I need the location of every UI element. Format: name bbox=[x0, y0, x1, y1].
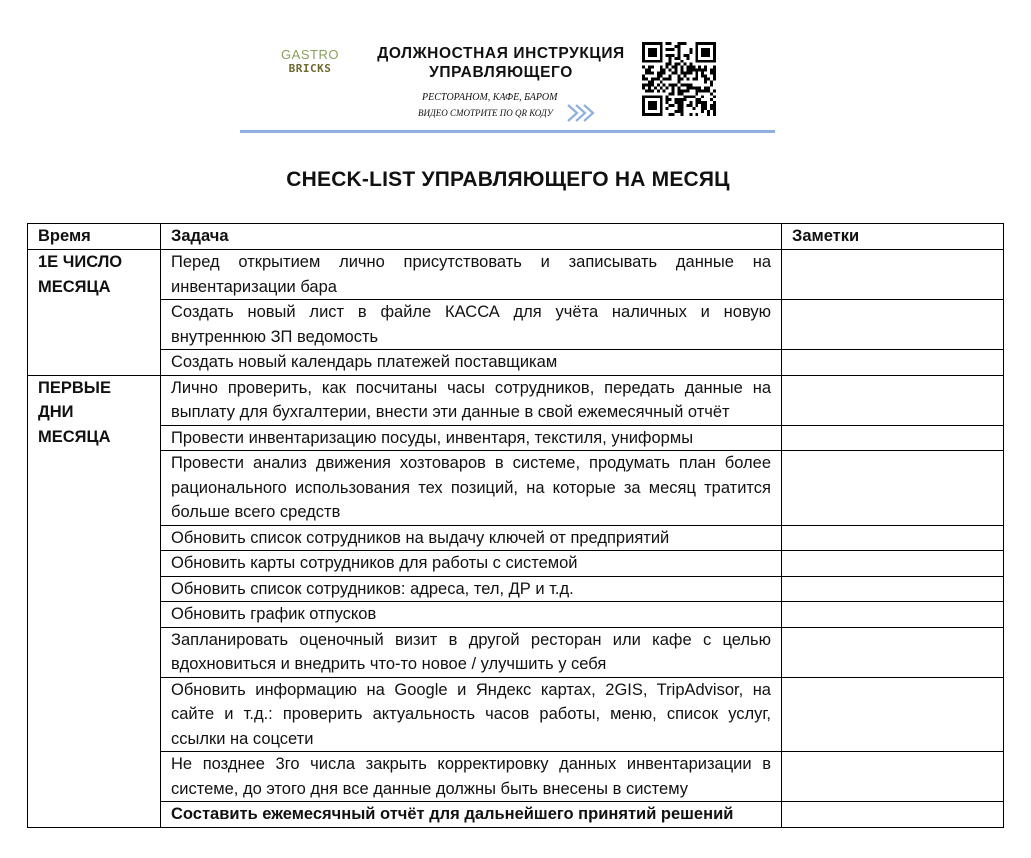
time-cell: 1Е ЧИСЛО МЕСЯЦА bbox=[28, 250, 161, 376]
header-subtitle: РЕСТОРАНОМ, КАФЕ, БАРОМ bbox=[422, 92, 558, 103]
task-cell: Обновить информацию на Google и Яндекс картах, 2GIS, TripAdvisor, на сайте и т.д.: проверить актуальность часов работы, меню, список услуг, ссылки на соцсети bbox=[161, 677, 782, 752]
notes-cell[interactable] bbox=[782, 300, 1004, 350]
checklist-table bbox=[27, 223, 1004, 828]
task-cell: Создать новый календарь платежей поставщикам bbox=[161, 350, 782, 376]
notes-cell[interactable] bbox=[782, 752, 1004, 802]
notes-cell[interactable] bbox=[782, 627, 1004, 677]
task-cell: Провести инвентаризацию посуды, инвентаря, текстиля, униформы bbox=[161, 425, 782, 451]
table-row bbox=[28, 425, 1004, 451]
gastrobricks-logo bbox=[278, 48, 342, 74]
header-video-note: ВИДЕО СМОТРИТЕ ПО QR КОДУ bbox=[418, 108, 553, 118]
task-cell: Запланировать оценочный визит в другой ресторан или кафе с целью вдохновиться и внедрить что-то новое / улучшить у себя bbox=[161, 627, 782, 677]
header-title: ДОЛЖНОСТНАЯ ИНСТРУКЦИЯ УПРАВЛЯЮЩЕГО bbox=[377, 45, 625, 81]
column-header-notes: Заметки bbox=[782, 224, 1004, 250]
notes-cell[interactable] bbox=[782, 375, 1004, 425]
document-header bbox=[240, 36, 775, 132]
table-row bbox=[28, 250, 1004, 300]
table-row bbox=[28, 525, 1004, 551]
table-row bbox=[28, 375, 1004, 425]
notes-cell[interactable] bbox=[782, 250, 1004, 300]
task-cell: Перед открытием лично присутствовать и записывать данные на инвентаризации бара bbox=[161, 250, 782, 300]
header-divider bbox=[240, 130, 775, 133]
logo-line-2: BRICKS bbox=[288, 62, 332, 75]
table-row bbox=[28, 451, 1004, 526]
notes-cell[interactable] bbox=[782, 576, 1004, 602]
table-row bbox=[28, 576, 1004, 602]
task-cell: Обновить карты сотрудников для работы с системой bbox=[161, 551, 782, 577]
notes-cell[interactable] bbox=[782, 677, 1004, 752]
task-cell: Создать новый лист в файле КАССА для учёта наличных и новую внутреннюю ЗП ведомость bbox=[161, 300, 782, 350]
notes-cell[interactable] bbox=[782, 525, 1004, 551]
task-cell: Обновить график отпусков bbox=[161, 602, 782, 628]
table-row bbox=[28, 627, 1004, 677]
table-row bbox=[28, 802, 1004, 828]
task-cell: Лично проверить, как посчитаны часы сотрудников, передать данные на выплату для бухгалтерии, внести эти данные в свой ежемесячный отчёт bbox=[161, 375, 782, 425]
task-cell: Составить ежемесячный отчёт для дальнейшего принятий решений bbox=[161, 802, 782, 828]
notes-cell[interactable] bbox=[782, 350, 1004, 376]
notes-cell[interactable] bbox=[782, 425, 1004, 451]
notes-cell[interactable] bbox=[782, 802, 1004, 828]
column-header-time: Время bbox=[28, 224, 161, 250]
qr-code-icon[interactable] bbox=[642, 42, 716, 116]
notes-cell[interactable] bbox=[782, 551, 1004, 577]
table-row bbox=[28, 300, 1004, 350]
double-chevron-right-icon bbox=[565, 102, 595, 124]
task-cell: Обновить список сотрудников: адреса, тел, ДР и т.д. bbox=[161, 576, 782, 602]
column-header-task: Задача bbox=[161, 224, 782, 250]
table-row bbox=[28, 677, 1004, 752]
task-cell: Обновить список сотрудников на выдачу ключей от предприятий bbox=[161, 525, 782, 551]
table-row bbox=[28, 602, 1004, 628]
notes-cell[interactable] bbox=[782, 451, 1004, 526]
notes-cell[interactable] bbox=[782, 602, 1004, 628]
table-row bbox=[28, 551, 1004, 577]
table-header-row bbox=[28, 224, 1004, 250]
task-cell: Не позднее 3го числа закрыть корректировку данных инвентаризации в системе, до этого дня все данные должны быть внесены в систему bbox=[161, 752, 782, 802]
time-cell: ПЕРВЫЕ ДНИ МЕСЯЦА bbox=[28, 375, 161, 827]
table-row bbox=[28, 752, 1004, 802]
table-row bbox=[28, 350, 1004, 376]
task-cell: Провести анализ движения хозтоваров в системе, продумать план более рационального использования тех позиций, на которые за месяц тратится больше всего средств bbox=[161, 451, 782, 526]
page-title: CHECK-LIST УПРАВЛЯЮЩЕГО НА МЕСЯЦ bbox=[286, 168, 730, 191]
logo-line-1: GASTRO bbox=[281, 47, 339, 62]
